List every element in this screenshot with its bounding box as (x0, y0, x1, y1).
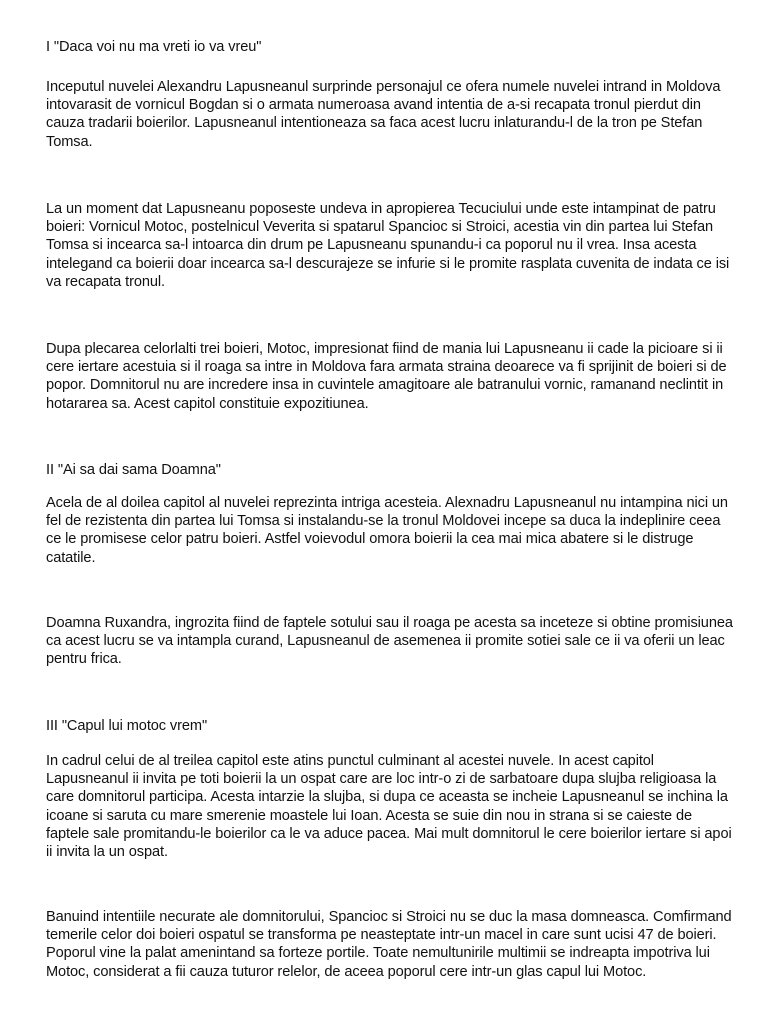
paragraph-7: Banuind intentiile necurate ale domnitorului, Spancioc si Stroici nu se duc la masa domneasca. Comfirmand temerile celor doi boieri ospatul se transforma pe neasteptate intr-un macel in care sunt ucisi 47 de boieri. Poporul vine la palat amenintand sa forteze portile. Toate nemultunirile multimii se indreapta impotriva lui Motoc, considerat a fii cauza tuturor relelor, de aceea poporul cere intr-un glas capul lui Motoc. (46, 909, 732, 980)
paragraph-6: In cadrul celui de al treilea capitol este atins punctul culminant al acestei nuvele. In acest capitol Lapusneanul ii invita pe toti boierii la un ospat care are loc intr-o zi de sarbatoare dupa slujba religioasa la care domnitorul participa. Acesta intarzie la slujba, si dupa ce aceasta se incheie Lapusneanul se inchina la icoane si saruta cu mare smerenie moastele lui Ioan. Acesta se suie din nou in strana si se caieste de faptele sale promitandu-le boierilor ca le va aduce pacea. Mai mult domnitorul le cere boierilor iertare si apoi ii invita la un ospat. (46, 753, 732, 861)
paragraph-5: Doamna Ruxandra, ingrozita fiind de faptele sotului sau il roaga pe acesta sa inceteze si obtine promisiunea ca acest lucru se va intampla curand, Lapusneanul de asemenea ii promite sotiei sale ce ii va oferii un leac pentru frica. (46, 615, 733, 668)
section-heading-2: II "Ai sa dai sama Doamna" (46, 462, 221, 478)
paragraph-2: La un moment dat Lapusneanu poposeste undeva in apropierea Tecuciului unde este intampinat de patru boieri: Vornicul Motoc, postelnicul Veverita si spatarul Spancioc si Stroici, acestia vin din partea lui Stefan Tomsa si incearca sa-l intoarca din drum pe Lapusneanu spunandu-i ca poporul nu il vrea. Insa acesta intelegand ca boierii doar incearca sa-l descurajeze se infurie si le promite rasplata cuvenita de indata ce isi va recapata tronul. (46, 201, 730, 290)
section-heading-1: I "Daca voi nu ma vreti io va vreu" (46, 39, 262, 55)
paragraph-3: Dupa plecarea celorlalti trei boieri, Motoc, impresionat fiind de mania lui Lapusneanu ii cade la picioare si ii cere iertare acestuia si il roaga sa intre in Moldova fara armata straina deoarece va fi sprijinit de boieri si de popor. Domnitorul nu are incredere insa in cuvintele amagitoare ale batranului vornic, ramanand neclintit in hotararea sa. Acest capitol constituie expozitiunea. (46, 341, 727, 412)
section-heading-3: III "Capul lui motoc vrem" (46, 718, 208, 734)
paragraph-1: Inceputul nuvelei Alexandru Lapusneanul surprinde personajul ce ofera numele nuvelei intrand in Moldova intovarasit de vornicul Bogdan si o armata numeroasa avand intentia de a-si recapata tronul pierdut din cauza tradarii boierilor. Lapusneanul intentioneaza sa faca acest lucru inlaturandu-l de la tron pe Stefan Tomsa. (46, 79, 721, 150)
paragraph-4: Acela de al doilea capitol al nuvelei reprezinta intriga acesteia. Alexnadru Lapusneanul nu intampina nici un fel de rezistenta din partea lui Tomsa si instalandu-se la tronul Moldovei incepe sa duca la indeplinire ceea ce le promisese celor patru boieri. Astfel voievodul omora boierii la cea mai mica abatere si le distruge catatile. (46, 495, 728, 566)
